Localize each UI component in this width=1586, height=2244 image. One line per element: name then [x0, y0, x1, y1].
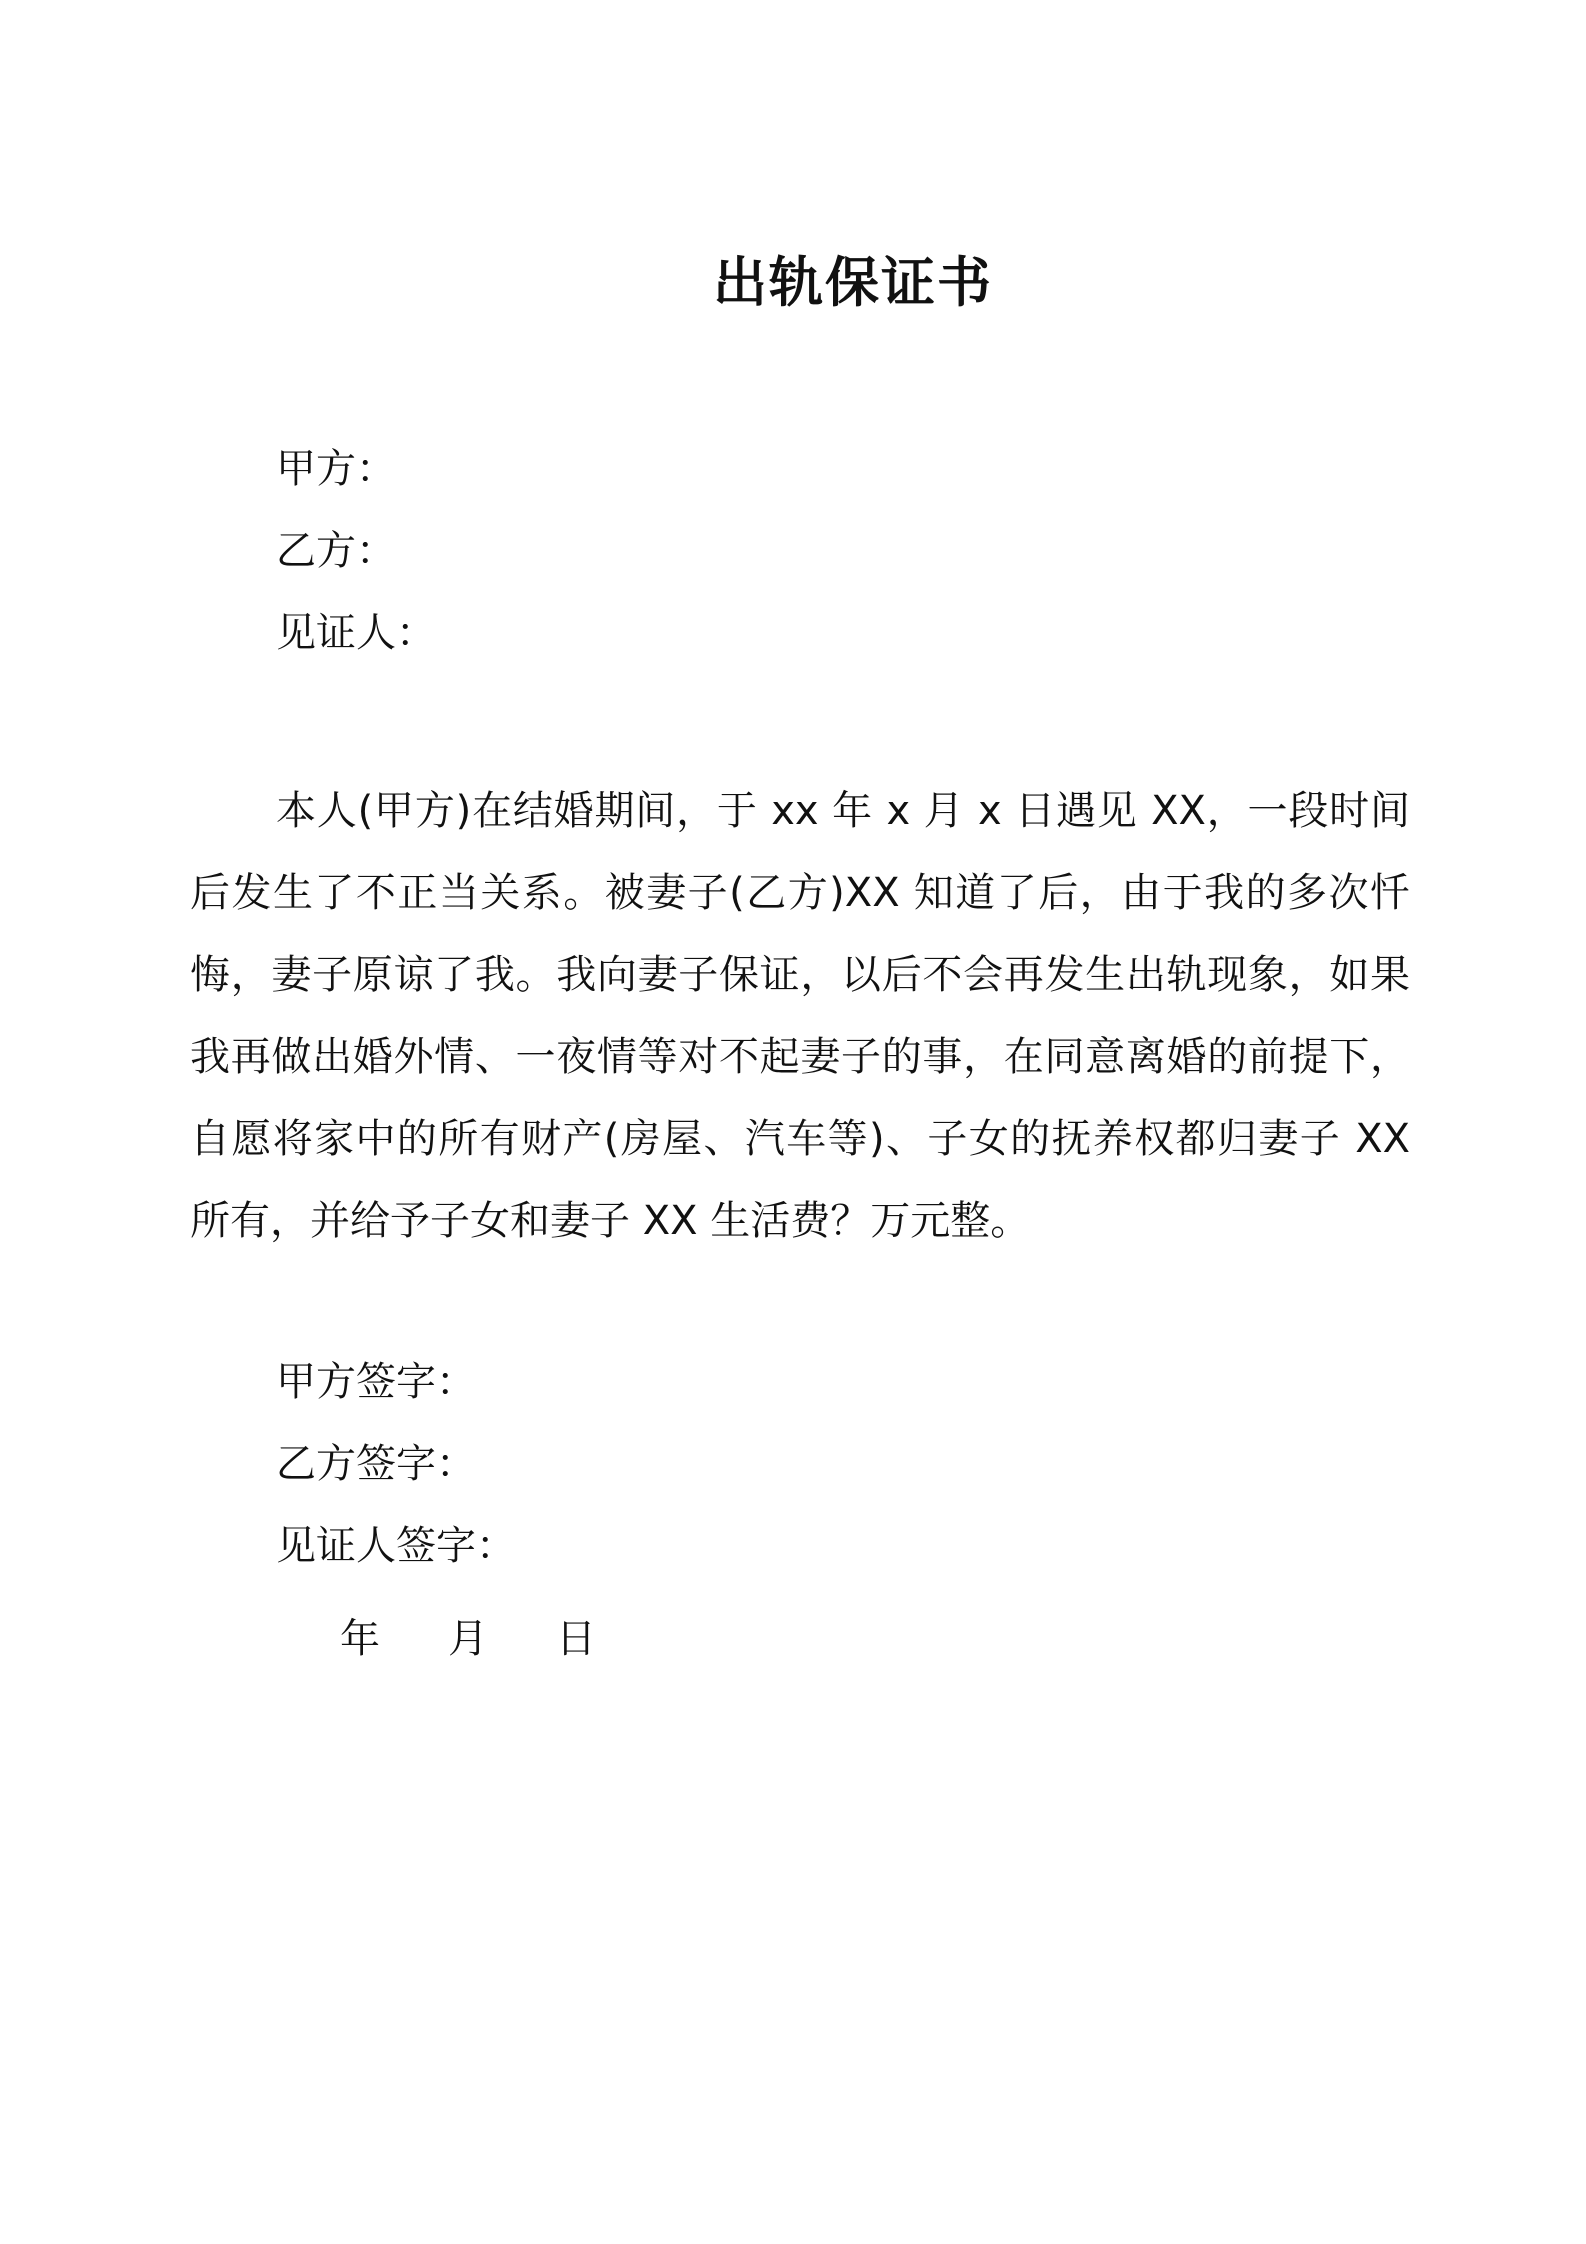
party-a-label: 甲方： — [276, 446, 396, 492]
date-line — [340, 1615, 664, 1663]
date-year-label: 年 — [340, 1616, 380, 1662]
party-a-signature-label: 甲方签字： — [276, 1359, 476, 1405]
date-day-label: 日 — [556, 1616, 596, 1662]
witness-label: 见证人： — [276, 610, 436, 656]
party-b-signature-label: 乙方签字： — [276, 1441, 476, 1487]
witness-signature-label: 见证人签字： — [276, 1523, 516, 1569]
document-title: 出轨保证书 — [713, 251, 993, 314]
date-month-label: 月 — [448, 1616, 488, 1662]
party-b-label: 乙方： — [276, 528, 396, 574]
body-paragraph: 本人(甲方)在结婚期间，于 xx 年 x 月 x 日遇见 XX，一段时间后发生了不正当关系。被妻子(乙方)XX 知道了后，由于我的多次忏悔，妻子原谅了我。我向妻子保证，以后不会再发生出轨现象，如果我再做出婚外情、一夜情等对不起妻子的事，在同意离婚的前提下，自愿将家中的所有财产(房屋、汽车等)、子女的抚养权都归妻子 XX 所有，并给予子女和妻子 XX 生活费？万元整。 — [190, 788, 1410, 1244]
